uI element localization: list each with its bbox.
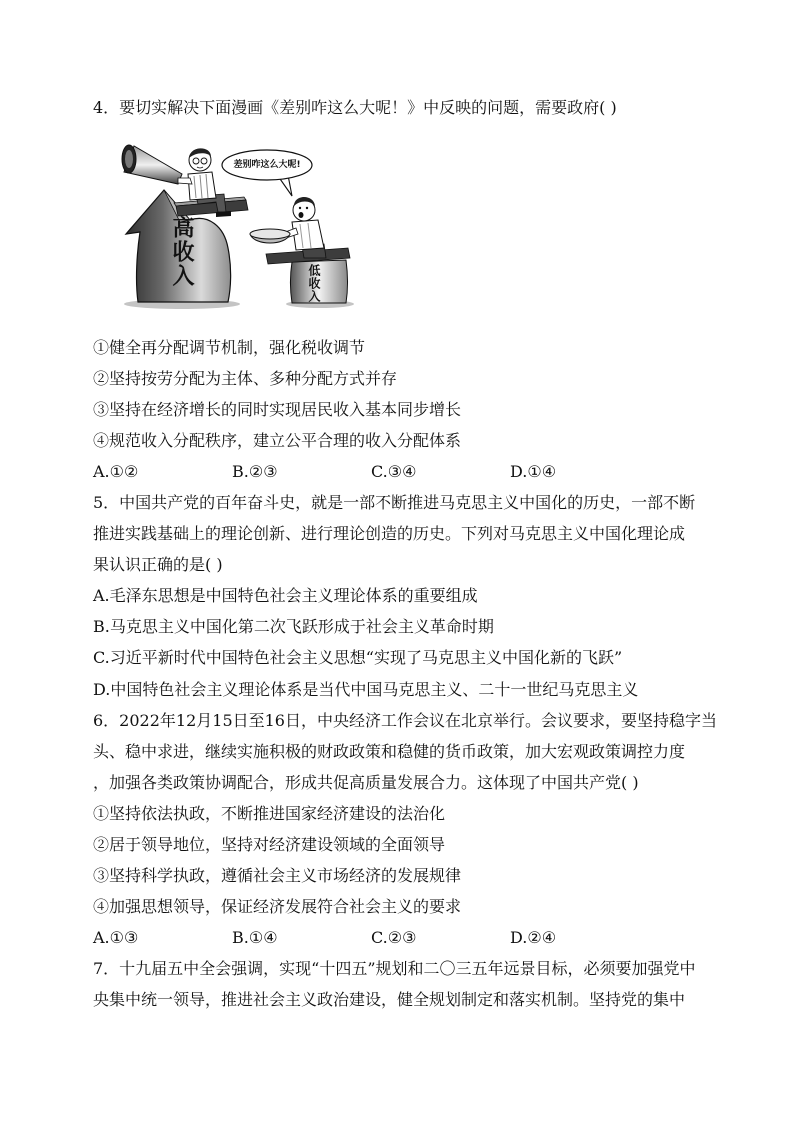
q6-option-d: D.②④ <box>510 928 557 948</box>
q6-options <box>93 922 733 953</box>
q4-statement: ③坚持在经济增长的同时实现居民收入基本同步增长 <box>93 399 462 419</box>
bowl <box>250 229 290 243</box>
q4-option-d: D.①④ <box>510 461 557 481</box>
q5-stem-line: 果认识正确的是( ) <box>93 555 223 575</box>
low-income-label: 低收入 <box>307 264 321 303</box>
q6-statement: ①坚持依法执政，不断推进国家经济建设的法治化 <box>93 803 446 823</box>
q5-option-b: B.马克思主义中国化第二次飞跃形成于社会主义革命时期 <box>93 617 494 637</box>
q5-stem-line: 推进实践基础上的理论创新、进行理论创造的历史。下列对马克思主义中国化理论成 <box>93 524 686 544</box>
q7-stem-line: 7．十九届五中全会强调，实现“十四五”规划和二〇三五年远景目标，必须要加强党中 <box>93 959 696 979</box>
q4-statement: ①健全再分配调节机制，强化税收调节 <box>93 337 366 357</box>
question-body <box>93 332 733 1016</box>
q6-statement: ④加强思想领导，保证经济发展符合社会主义的要求 <box>93 897 462 917</box>
q4-cartoon <box>120 140 360 310</box>
q6-option-a: A.①③ <box>93 928 139 948</box>
q4-options <box>93 456 733 487</box>
q6-option-c: C.②③ <box>371 928 417 948</box>
telescope <box>122 145 182 184</box>
q4-option-c: C.③④ <box>371 461 417 481</box>
high-income-label: 高收入 <box>169 216 194 288</box>
low-income-man <box>280 197 326 258</box>
q4-stem-line: 4．要切实解决下面漫画《差别咋这么大呢！》中反映的问题，需要政府( ) <box>93 97 617 117</box>
q5-option-d: D.中国特色社会主义理论体系是当代中国马克思主义、二十一世纪马克思主义 <box>93 679 639 699</box>
q6-stem-line: ，加强各类政策协调配合，形成共促高质量发展合力。这体现了中国共产党( ) <box>93 772 639 792</box>
q5-stem-line: 5．中国共产党的百年奋斗史，就是一部不断推进马克思主义中国化的历史，一部不断 <box>93 492 696 512</box>
q4-option-b: B.②③ <box>232 461 278 481</box>
speech-bubble <box>222 150 312 196</box>
q6-statement: ②居于领导地位，坚持对经济建设领域的全面领导 <box>93 835 446 854</box>
q4-statement: ④规范收入分配秩序，建立公平合理的收入分配体系 <box>93 430 462 450</box>
q6-stem-line: 头、稳中求进，继续实施积极的财政政策和稳健的货币政策，加大宏观政策调控力度 <box>93 741 686 761</box>
q6-option-b: B.①④ <box>232 928 278 948</box>
q5-option-a: A.毛泽东思想是中国特色社会主义理论体系的重要组成 <box>93 586 478 606</box>
q4-option-a: A.①② <box>93 461 139 481</box>
q4-statement: ②坚持按劳分配为主体、多种分配方式并存 <box>93 368 398 388</box>
q5-option-c: C.习近平新时代中国特色社会主义思想“实现了马克思主义中国化新的飞跃” <box>93 648 623 668</box>
q7-stem-line: 央集中统一领导，推进社会主义政治建设，健全规划制定和落实机制。坚持党的集中 <box>93 990 686 1010</box>
speech-bubble-text: 差别咋这么大呢! <box>233 160 301 170</box>
q6-statement: ③坚持科学执政，遵循社会主义市场经济的发展规律 <box>93 866 462 886</box>
q6-stem-line: 6．2022年12月15日至16日，中央经济工作会议在北京举行。会议要求，要坚持稳字当 <box>93 710 717 730</box>
